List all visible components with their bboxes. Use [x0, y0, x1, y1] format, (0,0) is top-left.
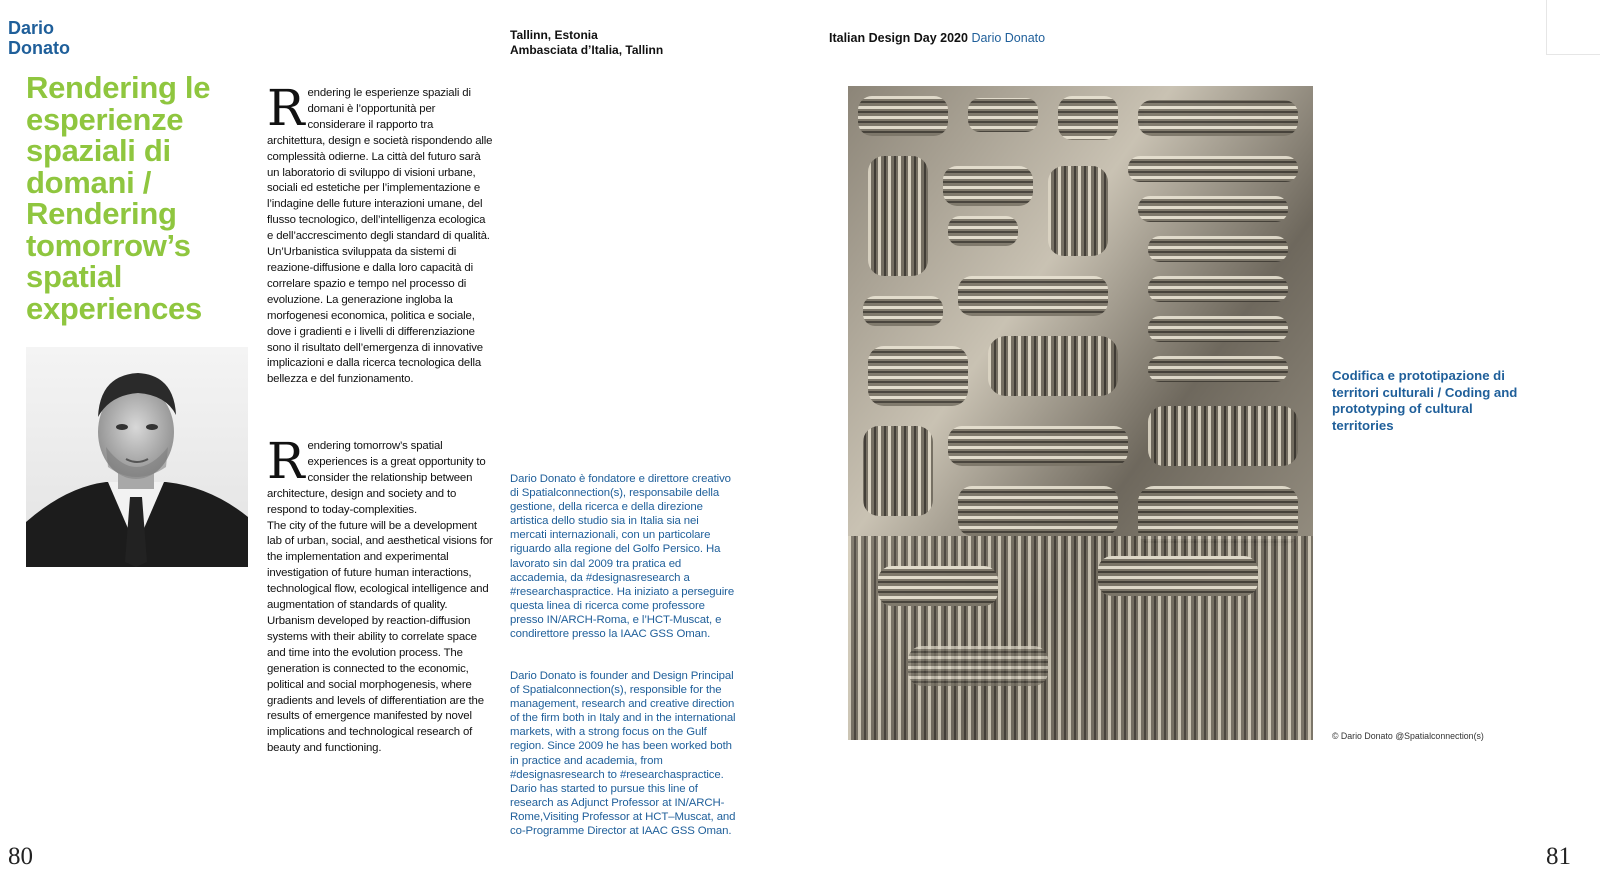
article-title: Rendering le esperienze spaziali di domani / Rendering tomorrow’s spatial experiences — [26, 70, 211, 326]
english-body-intro: endering tomorrow’s spatial experiences is a great opportunity to consider the relationship between architecture, design and society and to respond to today-complexities. — [267, 440, 486, 516]
location-city: Tallinn, Estonia — [510, 28, 598, 42]
running-header — [829, 31, 1045, 45]
author-name: Dario Donato — [8, 18, 70, 58]
bio-english: Dario Donato is founder and Design Principal of Spatialconnection(s), responsible for the management, research and creative direction of the firm both in Italy and in the international markets, with a strong focus on the Gulf region. Since 2009 he has been worked both in practice and academia, from #designasresearch to #researchaspractice. Dario has started to pursue this line of research as Adjunct Professor at IN/ARCH-Rome,Visiting Professor at HCT–Muscat, and co-Programme Director at IAAC GSS Oman. — [510, 670, 736, 838]
dropcap-italian: R — [267, 79, 305, 137]
artwork-caption: Codifica e prototipazione di territori culturali / Coding and prototyping of cultural territories — [1332, 368, 1518, 433]
bio-italian: Dario Donato è fondatore e direttore creativo di Spatialconnection(s), responsabile della gestione, della ricerca e della direzione artistica dello studio sia in Italia sia nei mercati internazionali, con un particolare riguardo alla regione del Golfo Persico. Ha lavorato sin dal 2009 tra pratica ed accademia, da #designasresearch a #researchaspractice. Ha iniziato a perseguire questa linea di ricerca come professore presso IN/ARCH-Roma, e l’HCT-Muscat, e condirettore presso la IAAC GSS Oman. — [510, 473, 735, 641]
header-event: Italian Design Day 2020 — [829, 31, 968, 45]
italian-body: endering le esperienze spaziali di domani è l’opportunità per considerare il rapporto tra architettura, design e società rispondendo alle complessità odierne. La città del futuro sarà un laboratorio di sviluppo di visioni urbane, sociali ed estetiche per l’implementazione e l’indagine delle future interazioni umane, del flusso tecnologico, dell’intelligenza ecologica e dell’accrescimento degli standard di qualità. Un’Urbanistica sviluppata da sistemi di reazione-diffusione e dalla loro capacità di correlare spazio e tempo nel processo di evoluzione. La generazione ingloba la morfogenesi economica, politica e sociale, dove i gradienti e i livelli di differenziazione sono il risultato dell’emergenza di innovative implicazioni e dalla ricerca tecnologica della bellezza e del funzionamento. — [267, 87, 493, 386]
location — [510, 28, 663, 58]
location-venue: Ambasciata d’Italia, Tallinn — [510, 43, 664, 57]
italian-text-block — [267, 79, 493, 388]
corner-mark — [1546, 0, 1600, 55]
page-number-right: 81 — [1546, 843, 1571, 870]
page-number-left: 80 — [8, 843, 33, 870]
english-body: The city of the future will be a development lab of urban, social, and aesthetical visions for the implementation and experimental investigation of future human interactions, technological flow, ecological intelligence and augmentation of standards of quality. Urbanism developed by reaction-diffusion systems with their ability to correlate space and time into the evolution process. The generation is connected to the economic, political and social morphogenesis, where gradients and levels of differentiation are the results of emergence manifested by novel implications and technological research of beauty and functioning. — [267, 519, 493, 755]
header-author: Dario Donato — [971, 31, 1046, 45]
dropcap-english: R — [267, 432, 305, 490]
image-credit: © Dario Donato @Spatialconnection(s) — [1332, 731, 1484, 741]
artwork-image — [848, 86, 1313, 740]
english-text-block — [267, 432, 493, 757]
author-portrait — [26, 347, 248, 567]
